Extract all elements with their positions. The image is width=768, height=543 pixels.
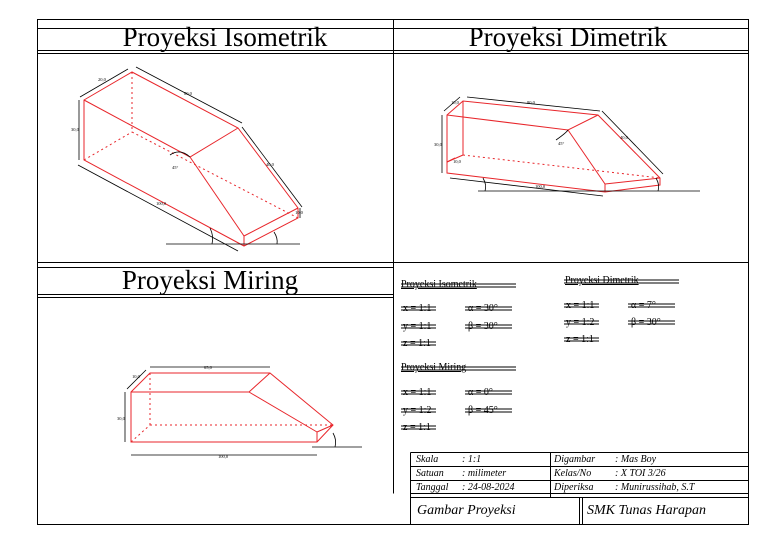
legend-iso-y: y = 1:1 (403, 321, 432, 332)
legend-dimetric-heading: Proyeksi Dimetrik (565, 275, 639, 286)
obl-dim-top-left: 10,0 (132, 374, 140, 379)
title-oblique: Proyeksi Miring (121, 265, 299, 295)
legend-iso-alpha: α = 30° (468, 303, 498, 314)
tb-unit-value: : milimeter (462, 468, 507, 479)
legend-dim-x: x = 1:1 (566, 300, 595, 311)
legend-obl-alpha: α = 0° (468, 387, 493, 398)
tb-school: SMK Tunas Harapan (587, 503, 707, 518)
tb-checked-label: Diperiksa (554, 482, 594, 493)
iso-dim-top-len: 80,0 (184, 91, 192, 96)
iso-dim-bottom-len: 100,0 (156, 201, 167, 206)
legend-obl-beta: β = 45° (468, 405, 498, 416)
legend-dim-z: z = 1:1 (566, 334, 594, 345)
dim-dim-angle: 45° (558, 141, 565, 146)
iso-dim-height: 30,0 (71, 127, 79, 132)
obl-dim-bottom-len: 100,0 (218, 454, 229, 459)
tb-scale-label: Skala (416, 454, 439, 465)
tb-drawn-label: Digambar (554, 454, 596, 465)
tb-class-value: : X TOI 3/26 (615, 468, 666, 479)
legend-obl-z: z = 1:1 (403, 422, 431, 433)
obl-dim-top-len: 65,0 (204, 365, 212, 370)
dim-dim-top-left: 10,0 (451, 100, 459, 105)
dim-dim-top-len: 80,0 (527, 100, 535, 105)
tb-date-label: Tanggal (416, 482, 449, 493)
dim-dim-lower-h: 10,0 (453, 159, 461, 164)
isometric-drawing (71, 67, 304, 251)
tb-class-label: Kelas/No (554, 468, 592, 479)
dimetric-drawing (434, 97, 700, 196)
legend-iso-x: x = 1:1 (403, 303, 432, 314)
legend-iso-beta: β = 30° (468, 321, 498, 332)
dim-dim-slope: 40,0 (620, 135, 628, 140)
iso-dim-angle: 45° (172, 165, 179, 170)
legend-obl-x: x = 1:1 (403, 387, 432, 398)
oblique-drawing (117, 365, 362, 460)
tb-drawing-name: Gambar Proyeksi (417, 503, 516, 518)
tb-checked-value: : Munirussihab, S.T (615, 482, 695, 493)
iso-dim-end-h: 10,0 (295, 210, 303, 215)
obl-dim-height: 30,0 (117, 416, 125, 421)
legend-obl-y: y = 1:2 (403, 405, 432, 416)
tb-drawn-value: : Mas Boy (615, 454, 657, 465)
tb-unit-label: Satuan (416, 468, 444, 479)
legend-isometric-heading: Proyeksi Isometrik (401, 279, 477, 290)
dim-dim-height: 30,0 (434, 142, 442, 147)
dim-dim-bottom-len: 100,0 (535, 184, 546, 189)
legend-dim-beta: β = 30° (631, 317, 661, 328)
tb-scale-value: : 1:1 (462, 454, 482, 465)
iso-dim-top-left: 20,0 (98, 77, 106, 82)
legend-dim-y: y = 1:2 (566, 317, 595, 328)
tb-date-value: : 24-08-2024 (462, 482, 515, 493)
title-isometric: Proyeksi Isometrik (122, 22, 328, 52)
legend-oblique-heading: Proyeksi Miring (401, 362, 467, 373)
legend-iso-z: z = 1:1 (403, 338, 431, 349)
legend-dim-alpha: α = 7° (631, 300, 656, 311)
title-dimetric: Proyeksi Dimetrik (468, 22, 668, 52)
iso-dim-slope: 40,0 (266, 162, 274, 167)
